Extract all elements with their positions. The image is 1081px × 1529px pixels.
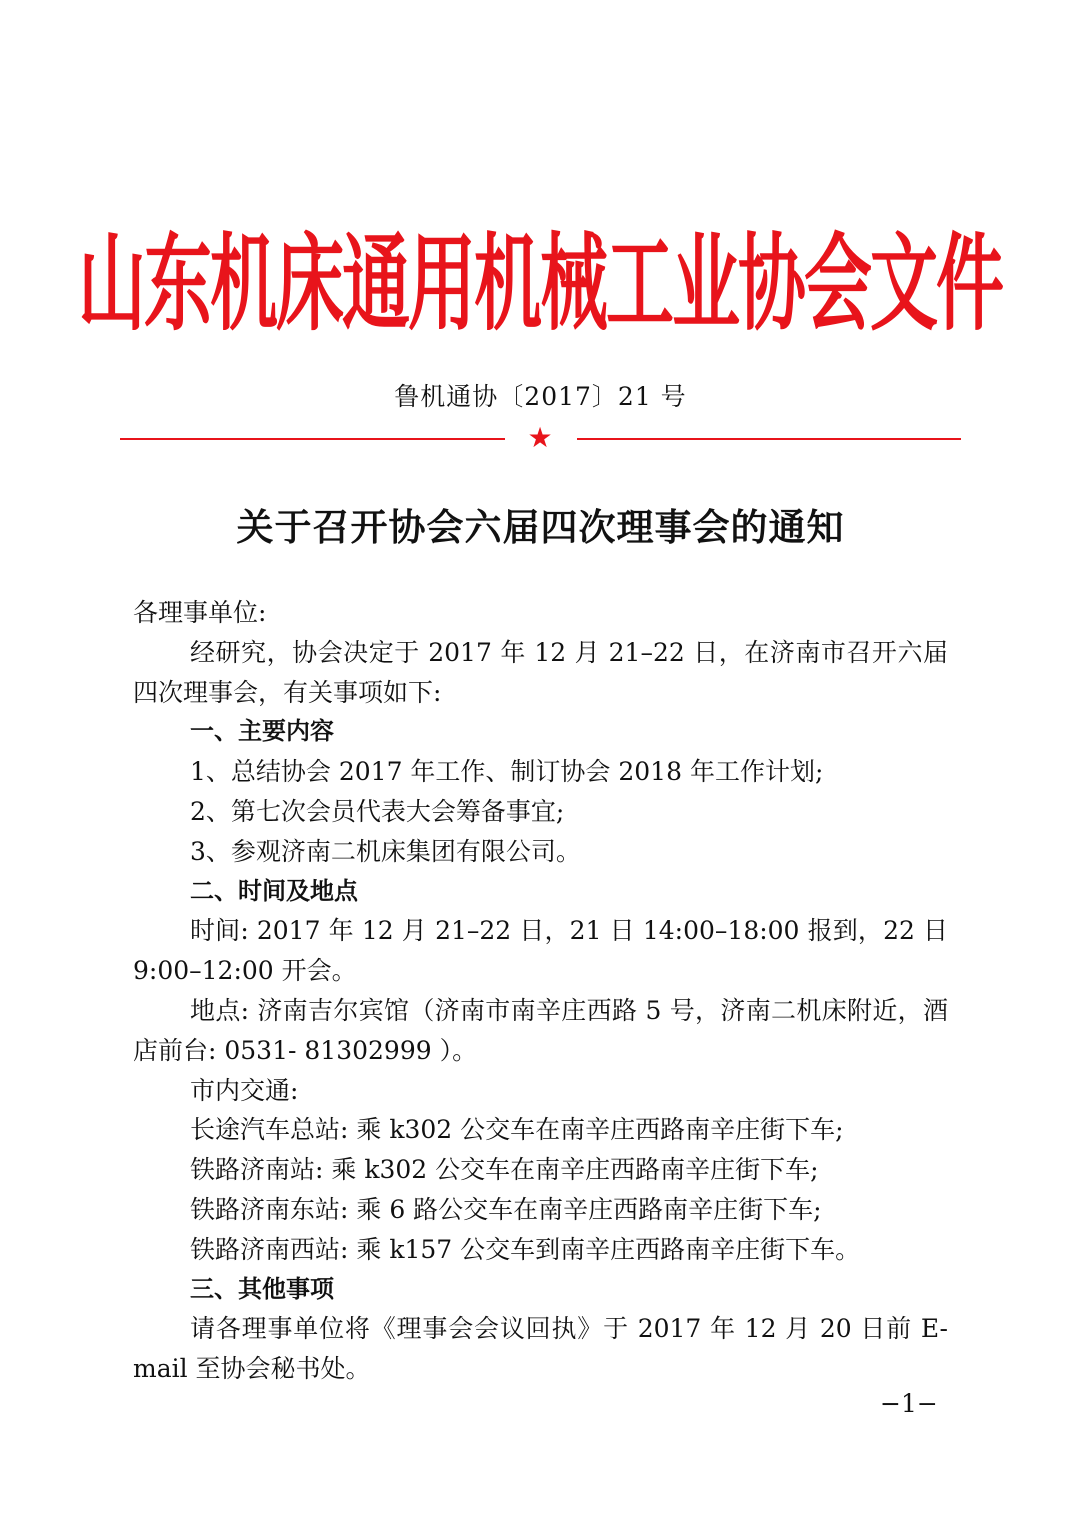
time-paragraph: 时间: 2017 年 12 月 21–22 日，21 日 14:00–18:00 报到，22 日 9:00–12:00 开会。 xyxy=(133,916,948,986)
list-item: 铁路济南西站: 乘 k157 公交车到南辛庄西路南辛庄街下车。 xyxy=(190,1234,861,1264)
list-item: 2、第七次会员代表大会筹备事宜; xyxy=(190,796,565,826)
divider-left xyxy=(120,438,505,440)
list-item: 铁路济南站: 乘 k302 公交车在南辛庄西路南辛庄街下车; xyxy=(190,1155,819,1185)
intro-paragraph: 经研究，协会决定于 2017 年 12 月 21–22 日，在济南市召开六届四次理事会，有关事项如下: xyxy=(133,637,948,707)
list-item: 铁路济南东站: 乘 6 路公交车在南辛庄西路南辛庄街下车; xyxy=(190,1194,822,1224)
section-heading-other: 三、其他事项 xyxy=(190,1274,334,1303)
section-heading-main-content: 一、主要内容 xyxy=(190,717,334,746)
notice-body xyxy=(133,593,948,1389)
document-number: 鲁机通协〔2017〕21 号 xyxy=(394,382,687,411)
divider-right xyxy=(577,438,961,440)
page-number: −1− xyxy=(880,1389,938,1418)
other-paragraph: 请各理事单位将《理事会会议回执》于 2017 年 12 月 20 日前 E-mail 至协会秘书处。 xyxy=(133,1314,948,1384)
list-item: 长途汽车总站: 乘 k302 公交车在南辛庄西路南辛庄街下车; xyxy=(190,1115,844,1145)
transport-label: 市内交通: xyxy=(190,1075,299,1105)
list-item: 3、参观济南二机床集团有限公司。 xyxy=(190,836,581,866)
star-icon: ★ xyxy=(527,421,553,454)
section-heading-time-location: 二、时间及地点 xyxy=(190,876,358,905)
organization-letterhead: 山东机床通用机械工业协会文件 xyxy=(78,221,1003,346)
notice-title: 关于召开协会六届四次理事会的通知 xyxy=(236,505,845,549)
list-item: 1、总结协会 2017 年工作、制订协会 2018 年工作计划; xyxy=(190,757,824,787)
salutation: 各理事单位: xyxy=(133,598,267,627)
location-paragraph: 地点: 济南吉尔宾馆（济南市南辛庄西路 5 号，济南二机床附近，酒店前台: 0531- 81302999 ）。 xyxy=(133,995,948,1065)
